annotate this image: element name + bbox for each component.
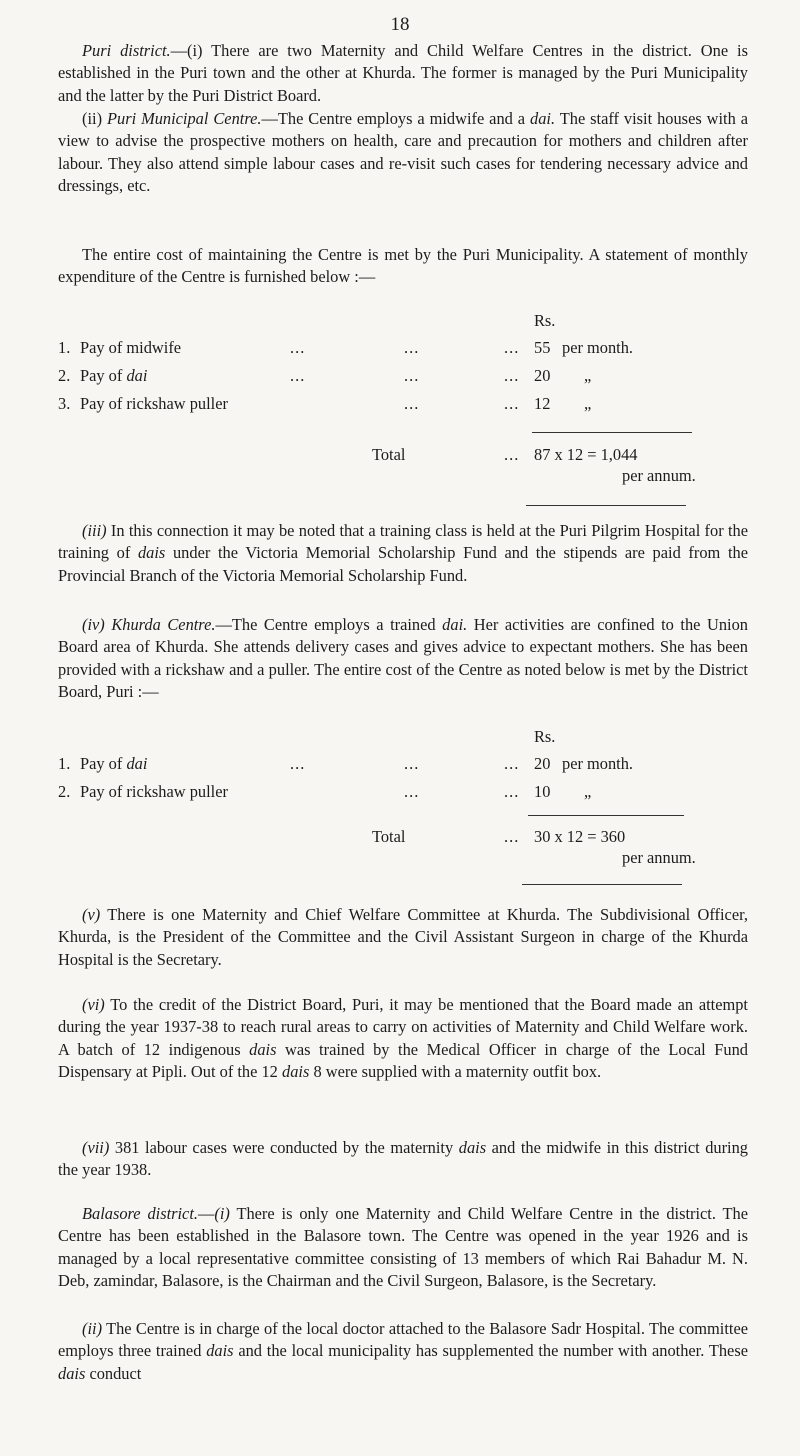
puri-paragraph-v: (v) There is one Maternity and Chief Welfare Committee at Khurda. The Subdivisional Officer, Khurda, is the President of the Committee and the Civil Assistant Surgeon in charge of the Khurda Hospital is the Secretary. [58,905,749,969]
khurda-statement-total: Total ... 30 x 12 = 360 per annum. [58,827,748,873]
subtotal-rule [528,815,684,816]
puri-municipal-centre-heading: Puri Municipal Centre. [106,109,262,128]
total-label: Total [372,827,406,846]
statement-row: 1. Pay of midwife ... ... ... 55 per month. [58,338,634,357]
balasore-paragraph-2: (ii) The Centre is in charge of the local doctor attached to the Balasore Sadr Hospital. The committee employs three trained dais and the local municipality has supplemented the number with another. These dais conduct [58,1319,748,1383]
puri-statement-total: Total ... 87 x 12 = 1,044 per annum. [58,445,748,491]
puri-paragraph-1: Puri district.—(i) There are two Maternity and Child Welfare Centres in the district. One is established in the Puri town and the other at Khurda. The former is managed by the Puri Municipality and the latter by the Puri District Board. [58,41,748,105]
page-number: 18 [390,14,410,35]
puri-paragraph-iv: (iv) Khurda Centre.—The Centre employs a trained dai. Her activities are confined to the Union Board area of Khurda. She attends delivery cases and gives advice to expectant mothers. She has been provided with a rickshaw and a puller. The entire cost of the Centre as noted below is met by the District Board, Puri :— [58,615,748,702]
puri-paragraph-vii: (vii) 381 labour cases were conducted by the maternity dais and the midwife in this district during the year 1938. [58,1138,748,1180]
balasore-paragraph-1: Balasore district.—(i) There is only one Maternity and Child Welfare Centre in the district. The Centre has been established in the Balasore town. The Centre was opened in the year 1926 and is managed by a local representative committee consisting of 13 members of which Rai Bahadur M. N. Deb, zamindar, Balasore, is the Chairman and the Civil Surgeon, Balasore, is the Secretary. [58,1204,749,1291]
puri-paragraph-2: (ii) Puri Municipal Centre.—The Centre employs a midwife and a dai. The staff visit houses with a view to advise the prospective mothers on health, care and precaution for mothers and children after labour. They also attend simple labour cases and re-visit such cases for tendering necessary advice and dressings, etc. [58,109,749,196]
subtotal-rule [532,432,692,433]
total-value: 87 x 12 = 1,044 [534,445,638,464]
total-rule [522,884,682,885]
total-rule [526,505,686,506]
khurda-expenditure-statement [58,727,748,807]
total-unit: per annum. [622,848,696,867]
puri-paragraph-3: The entire cost of maintaining the Centre is met by the Puri Municipality. A statement of monthly expenditure of the Centre is furnished below :— [58,245,748,287]
total-label: Total [372,445,406,464]
total-value: 30 x 12 = 360 [534,827,626,846]
balasore-district-heading: Balasore district. [82,1204,198,1223]
puri-expenditure-statement [58,311,748,441]
statement-row: 2. Pay of dai ... ... ... 20 „ [58,366,592,385]
currency-label: Rs. [534,727,556,746]
total-unit: per annum. [622,466,696,485]
statement-row: 1. Pay of dai ... ... ... 20 per month. [58,754,634,773]
khurda-centre-heading: Khurda Centre. [111,615,216,634]
currency-label: Rs. [534,311,556,330]
puri-paragraph-vi: (vi) To the credit of the District Board, Puri, it may be mentioned that the Board made an attempt during the year 1937-38 to reach rural areas to carry on activities of Maternity and Child Welfare work. A batch of 12 indigenous dais was trained by the Medical Officer in charge of the Local Fund Dispensary at Pipli. Out of the 12 dais 8 were supplied with a maternity outfit box. [58,995,748,1082]
puri-paragraph-iii: (iii) In this connection it may be noted that a training class is held at the Puri Pilgrim Hospital for the training of dais under the Victoria Memorial Scholarship Fund and the stipends are paid from the Provincial Branch of the Victoria Memorial Scholarship Fund. [58,521,748,585]
statement-row: 2. Pay of rickshaw puller ... ... 10 „ [58,782,592,801]
puri-district-heading: Puri district. [82,41,171,60]
statement-row: 3. Pay of rickshaw puller ... ... 12 „ [58,394,592,413]
